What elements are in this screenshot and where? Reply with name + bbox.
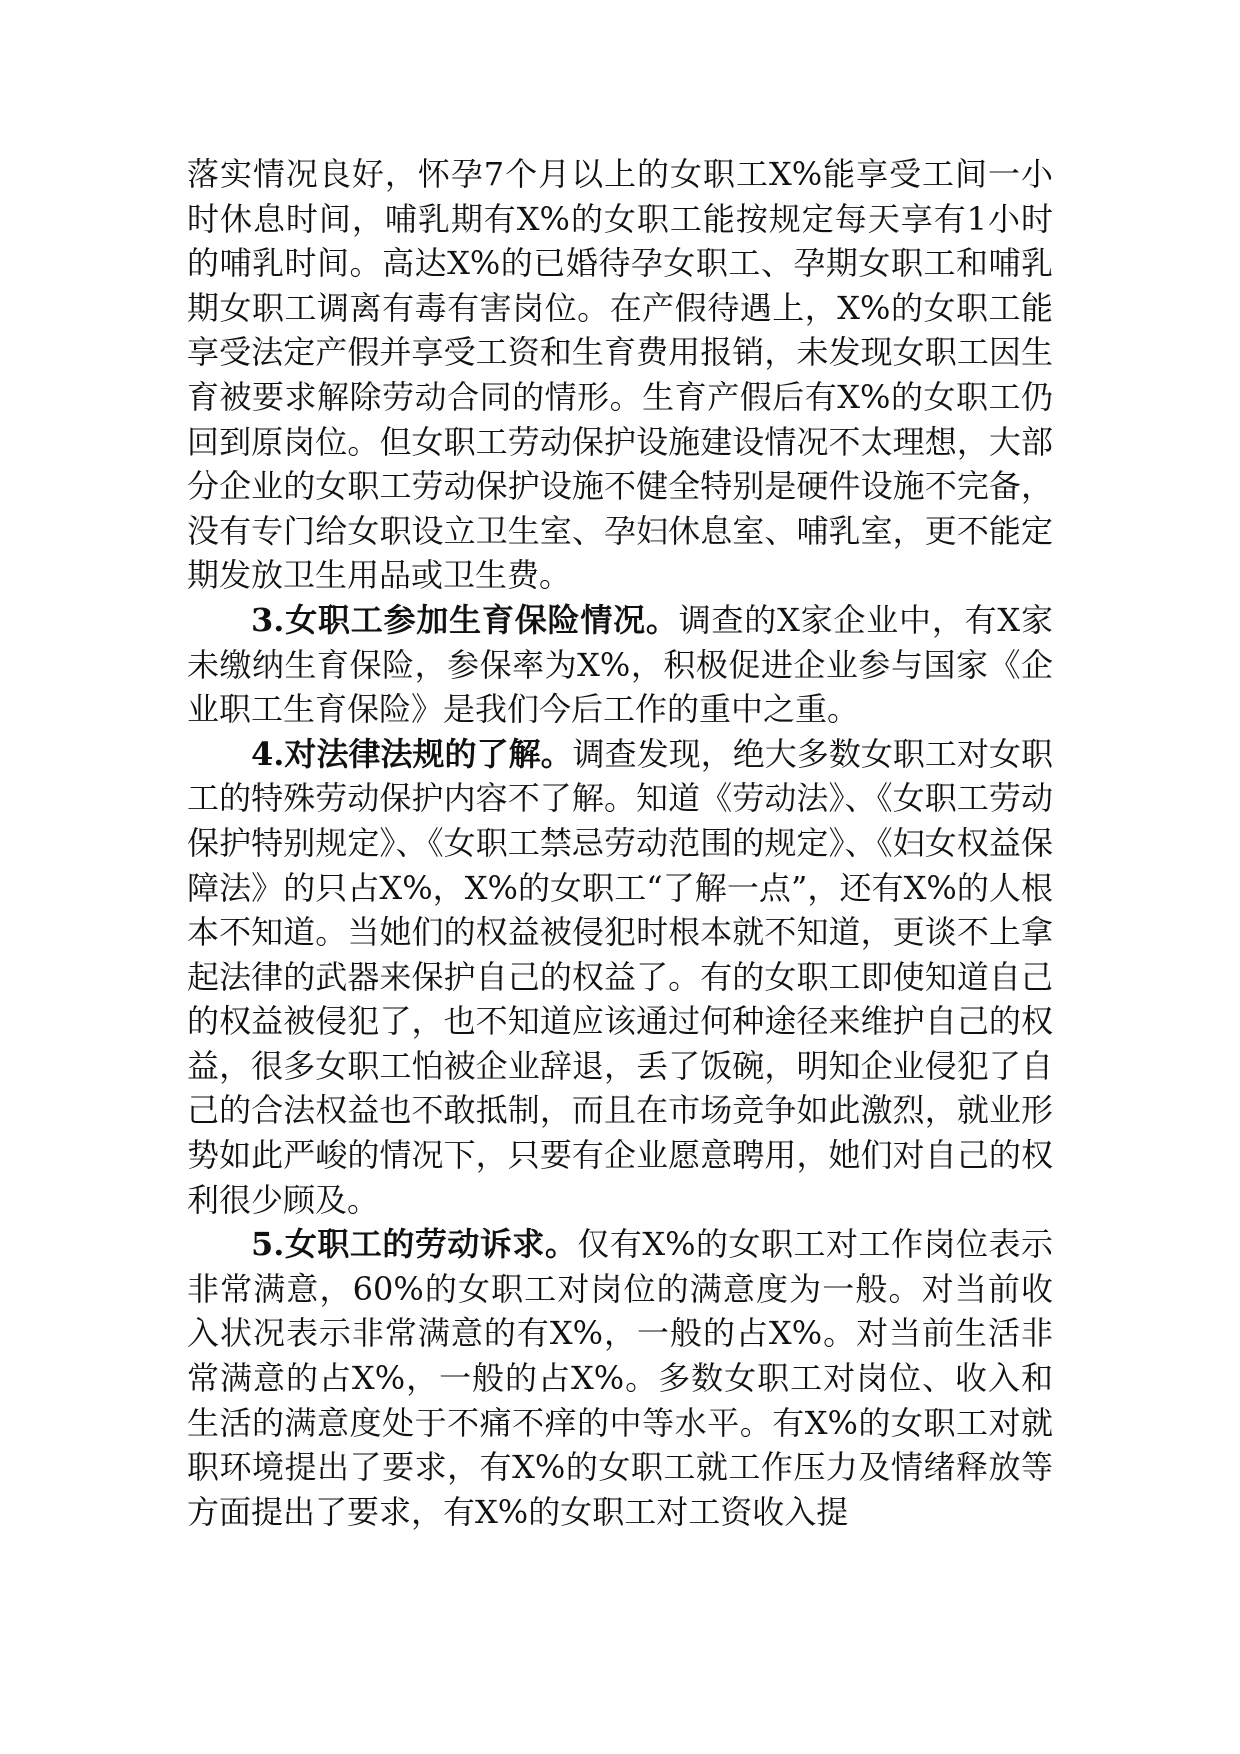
- section-heading-5: 5.女职工的劳动诉求。: [251, 1225, 578, 1264]
- paragraph-text: 落实情况良好，怀孕7个月以上的女职工X%能享受工间一小时休息时间，哺乳期有X%的女职工能按规定每天享有1小时的哺乳时间。高达X%的已婚待孕女职工、孕期女职工和哺乳期女职工调离有毒有害岗位。在产假待遇上，X%的女职工能享受法定产假并享受工资和生育费用报销，未发现女职工因生育被要求解除劳动合同的情形。生育产假后有X%的女职工仍回到原岗位。但女职工劳动保护设施建设情况不太理想，大部分企业的女职工劳动保护设施不健全特别是硬件设施不完备，没有专门给女职设立卫生室、孕妇休息室、哺乳室，更不能定期发放卫生用品或卫生费。: [187, 155, 1053, 595]
- paragraph-text: 调查发现，绝大多数女职工对女职工的特殊劳动保护内容不了解。知道《劳动法》、《女职工劳动保护特别规定》、《女职工禁忌劳动范围的规定》、《妇女权益保障法》的只占X%，X%的女职工“了解一点”，还有X%的人根本不知道。当她们的权益被侵犯时根本就不知道，更谈不上拿起法律的武器来保护自己的权益了。有的女职工即使知道自己的权益被侵犯了，也不知道应该通过何种途径来维护自己的权益，很多女职工怕被企业辞退，丢了饭碗，明知企业侵犯了自己的合法权益也不敢抵制，而且在市场竞争如此激烈，就业形势如此严峻的情况下，只要有企业愿意聘用，她们对自己的权利很少顾及。: [187, 734, 1053, 1219]
- document-body: [187, 152, 1053, 1534]
- paragraph-maternity-insurance: [187, 598, 1053, 732]
- section-heading-4: 4.对法律法规的了解。: [251, 734, 573, 773]
- paragraph-law-awareness: [187, 732, 1053, 1223]
- paragraph-text: 调查的X家企业中，有X家未缴纳生育保险，参保率为X%，积极促进企业参与国家《企业职工生育保险》是我们今后工作的重中之重。: [187, 600, 1053, 729]
- paragraph-maternity-protection: [187, 152, 1053, 598]
- paragraph-text: 仅有X%的女职工对工作岗位表示非常满意，60%的女职工对岗位的满意度为一般。对当前收入状况表示非常满意的有X%，一般的占X%。对当前生活非常满意的占X%，一般的占X%。多数女职工对岗位、收入和生活的满意度处于不痛不痒的中等水平。有X%的女职工对就职环境提出了要求，有X%的女职工就工作压力及情绪释放等方面提出了要求，有X%的女职工对工资收入提: [187, 1225, 1053, 1531]
- paragraph-labor-demands: [187, 1222, 1053, 1534]
- section-heading-3: 3.女职工参加生育保险情况。: [251, 600, 679, 639]
